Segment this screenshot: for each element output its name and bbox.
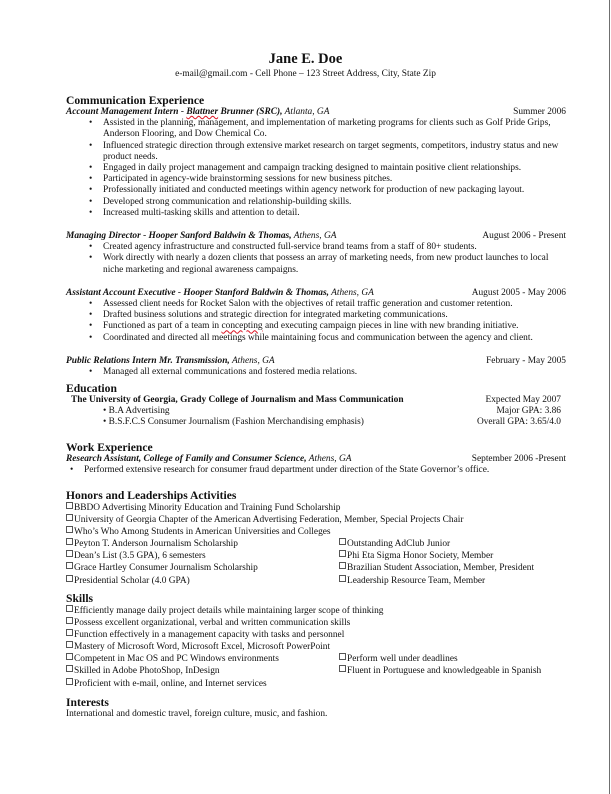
list-item: • B.A Advertising [103, 406, 170, 416]
job-entry [66, 107, 566, 219]
contact-line: e-mail@gmail.com - Cell Phone – 123 Street Address, City, State Zip [175, 69, 436, 79]
list-item: Peyton T. Anderson Journalism Scholarship Outstanding AdClub Junior [66, 538, 566, 550]
school-name: The University of Georgia, Grady College of Journalism and Mass Communication [71, 395, 404, 405]
list-item: Function effectively in a management capacity with tasks and personnel [66, 629, 566, 641]
list-item: • Managed all external communications and fostered media relations. [89, 367, 358, 377]
job-title [66, 356, 275, 366]
job-role: Managing Director - Hooper Sanford Baldwin & Thomas, [66, 231, 292, 242]
job-date: September 2006 -Present [471, 454, 566, 464]
section-title: Education [66, 382, 117, 395]
job-date: Summer 2006 [513, 107, 566, 117]
list-item: Possess excellent organizational, verbal and written communication skills [66, 617, 566, 629]
list-item: Skilled in Adobe PhotoShop, InDesign Fluent in Portuguese and knowledgeable in Spanish [66, 665, 566, 677]
section-title: Work Experience [66, 441, 153, 454]
list-item: • B.S.F.C.S Consumer Journalism (Fashion Merchandising emphasis) [103, 417, 364, 427]
skills-section [66, 592, 566, 690]
checkbox-bullet-icon [339, 538, 346, 545]
job-entry [66, 231, 566, 276]
bullet-icon: • [70, 465, 74, 476]
job-location: Atlanta, GA [282, 107, 330, 117]
section-title: Honors and Leaderships Activities [66, 489, 237, 502]
education-row [66, 406, 566, 417]
checkbox-bullet-icon [66, 514, 73, 521]
job-title [66, 231, 336, 241]
job-location: Athens, GA [291, 231, 337, 242]
section-title: Interests [66, 696, 109, 709]
list-item: Competent in Mac OS and PC Windows environments Perform well under deadlines [66, 653, 566, 665]
section-title: Communication Experience [66, 94, 205, 107]
list-item: • Professionally initiated and conducted meetings within agency network for production of new packaging layout. [89, 185, 525, 196]
interests-section [66, 696, 566, 720]
work-section [66, 441, 566, 476]
bullet-icon: • [103, 406, 109, 416]
checkbox-bullet-icon [66, 538, 73, 545]
major-gpa: Major GPA: 3.86 [496, 406, 561, 416]
job-title [66, 107, 329, 117]
bullet-icon: • [89, 321, 93, 332]
bullet-icon: • [89, 253, 93, 264]
bullet-icon: • [89, 185, 93, 196]
checkbox-bullet-icon [66, 641, 73, 648]
education-row [66, 417, 566, 428]
checkbox-bullet-icon [339, 550, 346, 557]
bullet-icon: • [89, 299, 93, 309]
list-item: Grace Hartley Consumer Journalism Scholarship Brazilian Student Association, Member, President [66, 562, 566, 574]
bullet-icon: • [89, 174, 93, 185]
checkbox-bullet-icon [66, 550, 73, 557]
job-bullets [66, 367, 566, 378]
list-item: • Engaged in daily project management and campaign tracking designed to maintain positive client relationships. [89, 163, 522, 173]
list-item: • Participated in agency-wide brainstorming sessions for new business pitches. [89, 174, 393, 185]
list-item: Efficiently manage daily project details while maintaining larger scope of thinking [66, 605, 566, 617]
list-item: University of Georgia Chapter of the American Advertising Federation, Member, Special Projects Chair [66, 514, 566, 526]
job-header [66, 107, 566, 118]
skills-list [66, 605, 566, 690]
job-role: Assistant Account Executive - Hooper Stanford Baldwin & Thomas, [66, 287, 329, 298]
job-role: Research Assistant, College of Family and Consumer Science, [66, 454, 307, 464]
list-item: Brazilian Student Association, Member, President [339, 562, 534, 574]
list-item: • Increased multi-tasking skills and attention to detail. [89, 207, 300, 218]
list-item: • Influenced strategic direction through extensive market research on target segments, competitors, industry status and new product needs. [89, 140, 559, 162]
checkbox-bullet-icon [66, 629, 73, 636]
job-entry [66, 356, 566, 378]
education-section [66, 382, 566, 428]
job-bullets [66, 118, 566, 219]
job-title [66, 454, 351, 464]
section-title: Skills [66, 592, 94, 605]
job-bullets [66, 299, 566, 344]
list-item: Perform well under deadlines [339, 653, 458, 665]
bullet-icon: • [89, 118, 93, 129]
communication-section [66, 94, 566, 378]
list-item: • Coordinated and directed all meetings while maintaining focus and communication between the agency and client. [89, 332, 533, 343]
list-item: • Functioned as part of a team in concepting and executing campaign pieces in line with new branding initiative. [89, 321, 519, 332]
checkbox-bullet-icon [66, 502, 73, 509]
list-item: Outstanding AdClub Junior [339, 538, 450, 550]
list-item: • Assessed client needs for Rocket Salon with the objectives of retail traffic generation and customer retention. [89, 299, 513, 309]
list-item: Proficient with e-mail, online, and Internet services [66, 678, 566, 690]
resume-name: Jane E. Doe [268, 51, 343, 67]
job-bullets [66, 465, 566, 476]
checkbox-bullet-icon [339, 653, 346, 660]
bullet-icon: • [89, 367, 93, 377]
job-location: Athens, GA [328, 287, 374, 298]
job-date: February - May 2005 [486, 355, 566, 366]
job-role: Account Management Intern - [66, 107, 187, 117]
list-item: Dean’s List (3.5 GPA), 6 semesters Phi Eta Sigma Honor Society, Member [66, 550, 566, 562]
checkbox-bullet-icon [339, 665, 346, 672]
checkbox-bullet-icon [339, 575, 346, 582]
job-header [66, 231, 566, 242]
job-date: August 2005 - May 2006 [471, 287, 566, 298]
job-bullets [66, 242, 566, 276]
list-item: Leadership Resource Team, Member [339, 575, 485, 587]
honors-section [66, 489, 566, 587]
list-item: • Assisted in the planning, management, and implementation of marketing programs for clients such as Golf Pride Grips, Anderson Flooring, and Dow Chemical Co. [89, 118, 551, 140]
list-item: Phi Eta Sigma Honor Society, Member [339, 550, 493, 562]
interests-text: International and domestic travel, foreign culture, music, and fashion. [66, 709, 328, 719]
checkbox-bullet-icon [66, 678, 73, 685]
expected-date: Expected May 2007 [485, 395, 561, 405]
bullet-icon: • [89, 332, 93, 343]
job-header [66, 356, 566, 367]
job-org-misspelled: Blattner [186, 107, 219, 117]
list-item: Presidential Scholar (4.0 GPA) Leadership Resource Team, Member [66, 575, 566, 587]
list-item: • Performed extensive research for consumer fraud department under direction of the State Governor’s office. [70, 465, 490, 476]
list-item: • Work directly with nearly a dozen clients that possess an array of marketing needs, from new product launches to local niche marketing and regional awareness campaigns. [89, 253, 549, 275]
job-location: Athens, GA [306, 454, 352, 464]
honors-list [66, 502, 566, 587]
bullet-icon: • [89, 207, 93, 218]
education-row [66, 395, 566, 406]
job-entry [66, 454, 566, 476]
job-header [66, 454, 566, 465]
checkbox-bullet-icon [66, 605, 73, 612]
job-role: Public Relations Intern Mr. Transmission, [66, 355, 230, 366]
checkbox-bullet-icon [339, 562, 346, 569]
bullet-icon: • [89, 310, 93, 321]
checkbox-bullet-icon [66, 526, 73, 533]
job-location: Athens, GA [229, 355, 275, 366]
list-item: • Developed strong communication and relationship-building skills. [89, 196, 352, 207]
bullet-icon: • [89, 140, 93, 151]
checkbox-bullet-icon [66, 665, 73, 672]
overall-gpa: Overall GPA: 3.65/4.0 [476, 417, 561, 427]
list-item: Fluent in Portuguese and knowledgeable in Spanish [339, 665, 541, 677]
job-entry [66, 288, 566, 344]
job-date: August 2006 - Present [482, 231, 566, 242]
job-org: Brunner (SRC), [218, 107, 283, 117]
checkbox-bullet-icon [66, 653, 73, 660]
job-header [66, 288, 566, 299]
bullet-icon: • [89, 242, 93, 253]
checkbox-bullet-icon [66, 562, 73, 569]
page-edge-divider [609, 0, 610, 794]
list-item: Who’s Who Among Students in American Universities and Colleges [66, 526, 566, 538]
list-item: Mastery of Microsoft Word, Microsoft Excel, Microsoft PowerPoint [66, 641, 566, 653]
checkbox-bullet-icon [66, 575, 73, 582]
bullet-icon: • [103, 417, 109, 427]
list-item: • Drafted business solutions and strategic direction for integrated marketing communications. [89, 310, 448, 321]
bullet-icon: • [89, 163, 93, 173]
job-title [66, 288, 374, 298]
list-item: BBDO Advertising Minority Education and Training Fund Scholarship [66, 502, 566, 514]
bullet-icon: • [89, 196, 93, 207]
checkbox-bullet-icon [66, 617, 73, 624]
list-item: • Created agency infrastructure and constructed full-service brand teams from a staff of 80+ students. [89, 242, 477, 253]
